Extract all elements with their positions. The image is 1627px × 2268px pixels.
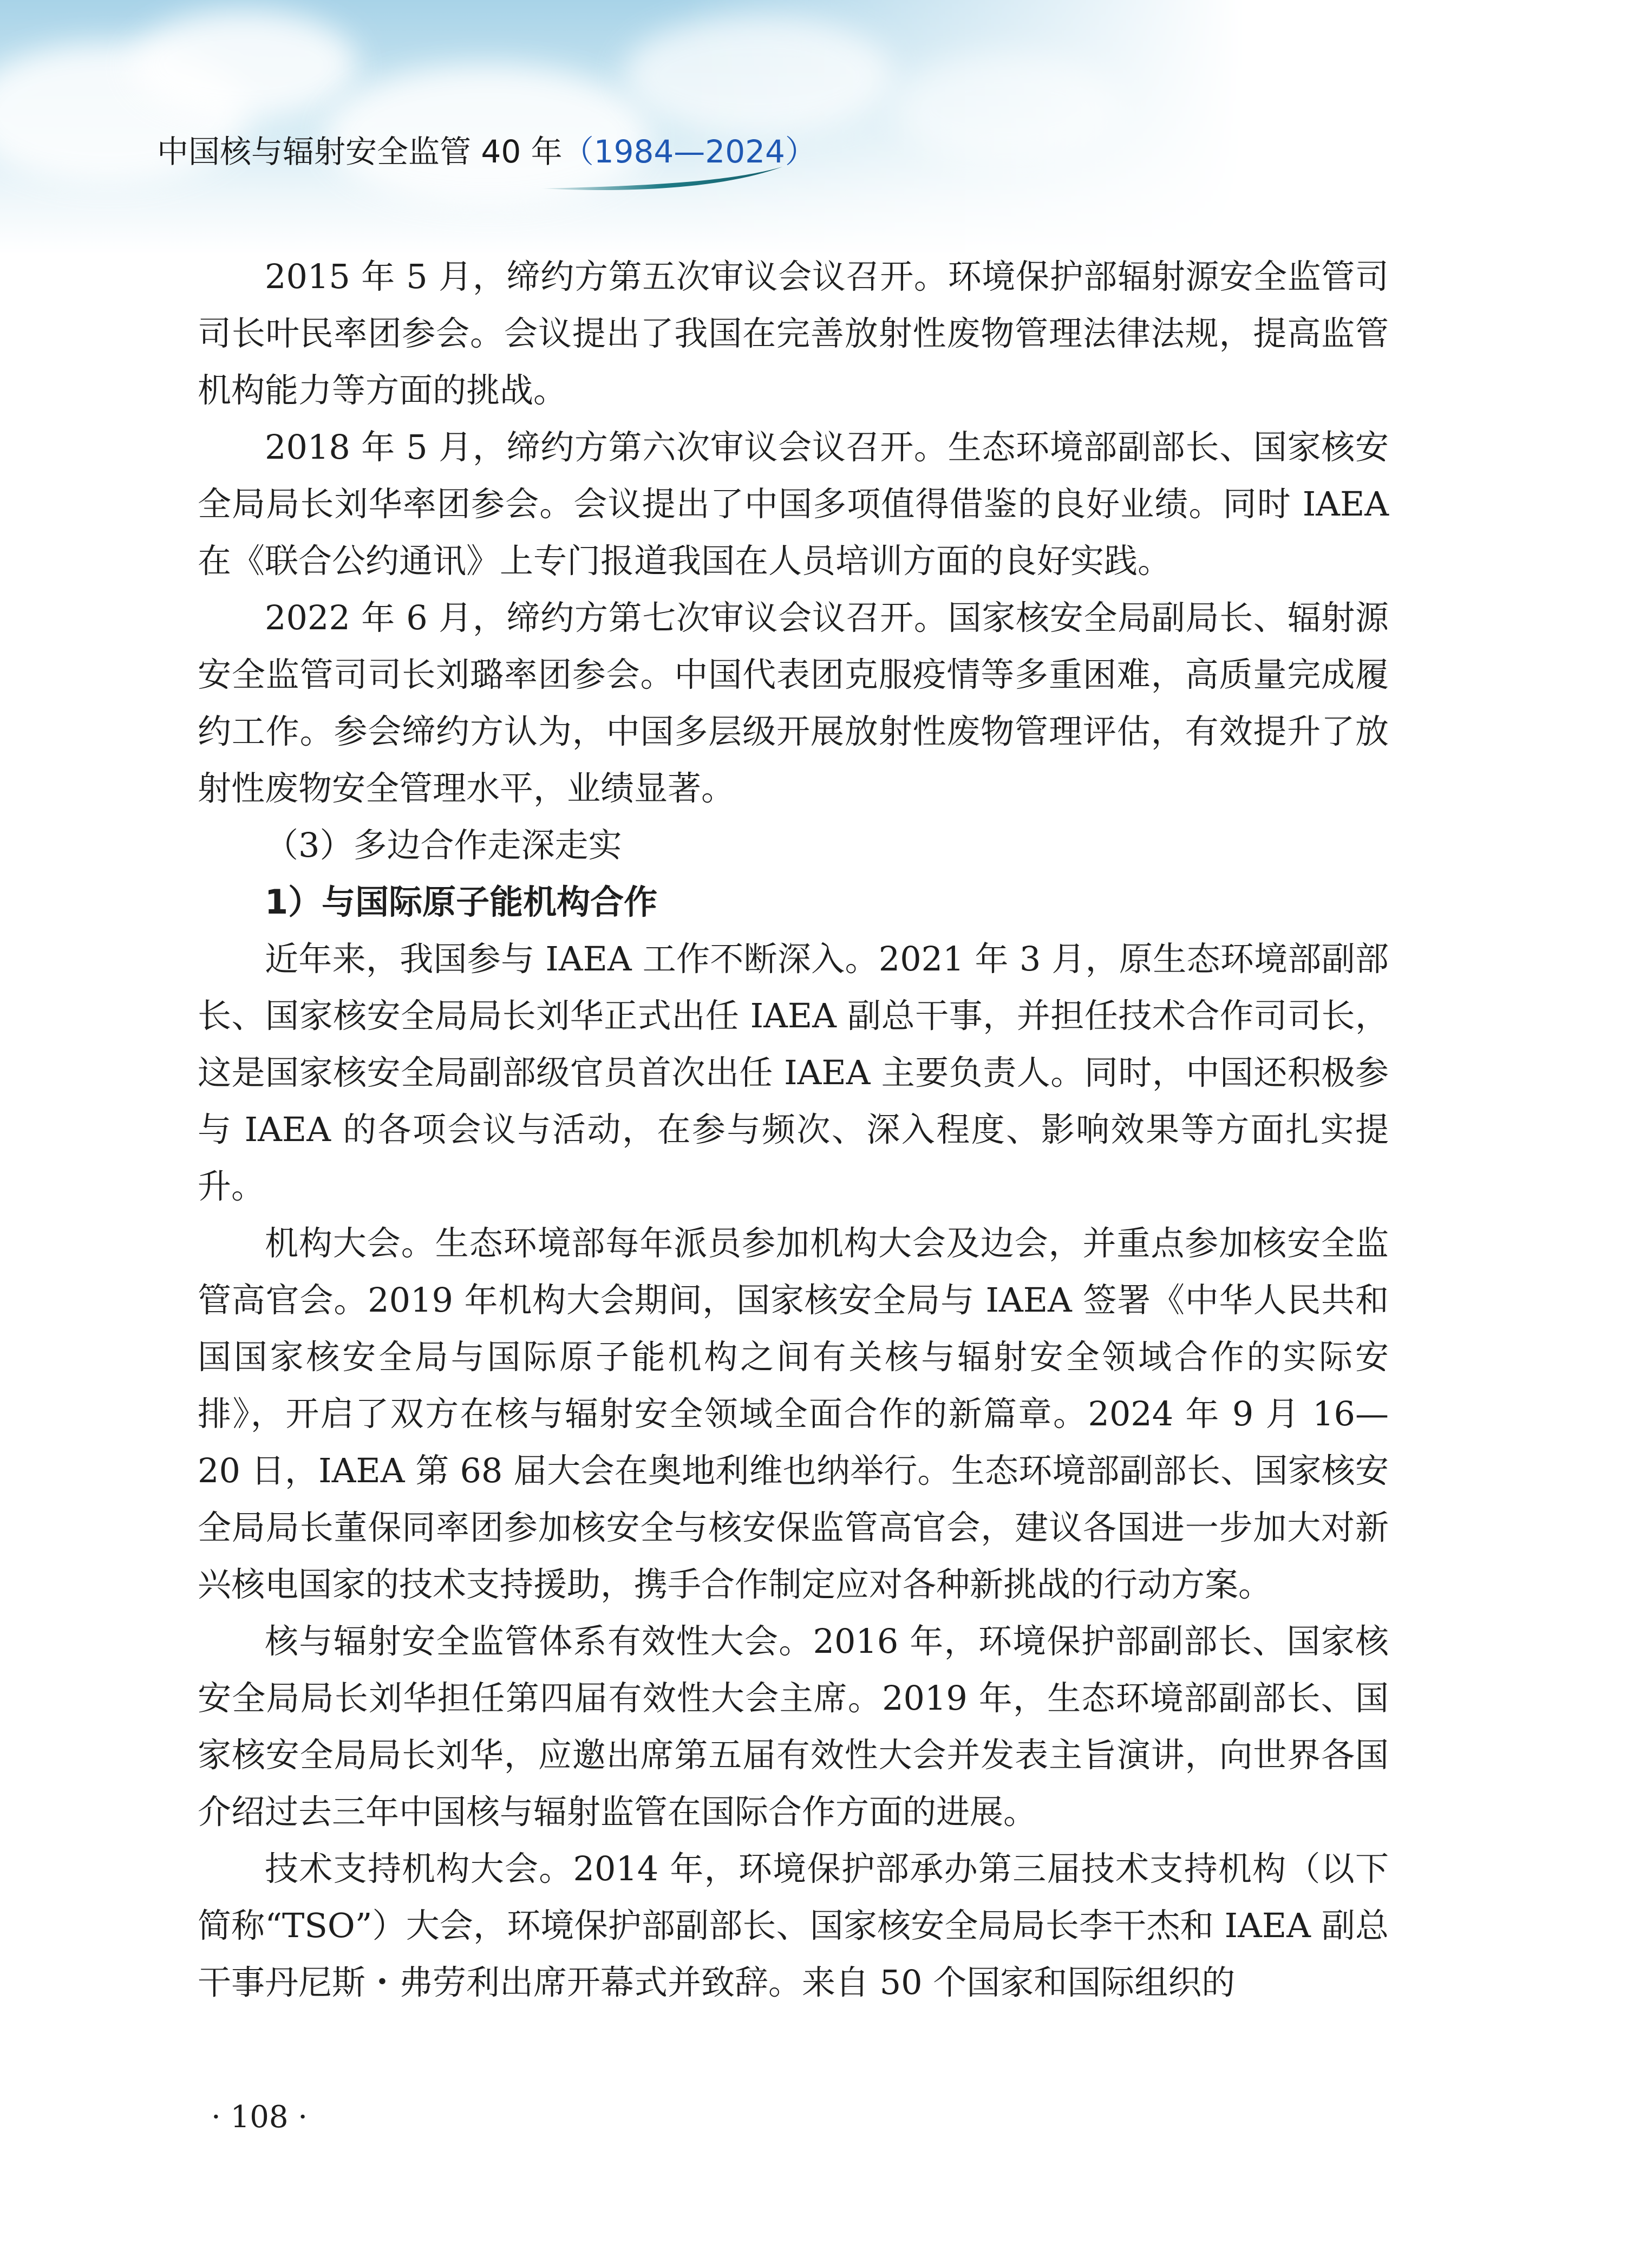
subsection-heading: 1）与国际原子能机构合作 bbox=[265, 882, 658, 922]
header-swoosh-decoration bbox=[541, 157, 785, 200]
paragraph-effectiveness-conference: 核与辐射安全监管体系有效性大会。2016 年，环境保护部副部长、国家核安全局局长刘华担任第四届有效性大会主席。2019 年，生态环境部副部长、国家核安全局局长刘华，应邀出席第五届有效性大会并发表主旨演讲，向世界各国介绍过去三年中国核与辐射监管在国际合作方面的进展。 bbox=[198, 1621, 1389, 1832]
paragraph-tso-conference: 技术支持机构大会。2014 年，环境保护部承办第三届技术支持机构（以下简称“TSO”）大会，环境保护部副部长、国家核安全局局长李干杰和 IAEA 副总干事丹尼斯・弗劳利出席开幕式并致辞。来自 50 个国家和国际组织的 bbox=[198, 1849, 1389, 2002]
book-years: （1984—2024） bbox=[562, 133, 816, 170]
paragraph-iaea-participation: 近年来，我国参与 IAEA 工作不断深入。2021 年 3 月，原生态环境部副部长、国家核安全局局长刘华正式出任 IAEA 副总干事，并担任技术合作司司长，这是国家核安全局副部级官员首次出任 IAEA 主要负责人。同时，中国还积极参与 IAEA 的各项会议与活动，在参与频次、深入程度、影响效果等方面扎实提升。 bbox=[198, 939, 1389, 1206]
section-heading: （3）多边合作走深走实 bbox=[265, 825, 622, 865]
paragraph-2018: 2018 年 5 月，缔约方第六次审议会议召开。生态环境部副部长、国家核安全局局长刘华率团参会。会议提出了中国多项值得借鉴的良好业绩。同时 IAEA 在《联合公约通讯》上专门报道我国在人员培训方面的良好实践。 bbox=[198, 427, 1389, 581]
body-text bbox=[198, 248, 1389, 2011]
page-number: · 108 · bbox=[211, 2100, 308, 2135]
paragraph-2022: 2022 年 6 月，缔约方第七次审议会议召开。国家核安全局副局长、辐射源安全监管司司长刘璐率团参会。中国代表团克服疫情等多重困难，高质量完成履约工作。参会缔约方认为，中国多层级开展放射性废物管理评估，有效提升了放射性废物安全管理水平，业绩显著。 bbox=[198, 598, 1389, 808]
paragraph-general-conference: 机构大会。生态环境部每年派员参加机构大会及边会，并重点参加核安全监管高官会。2019 年机构大会期间，国家核安全局与 IAEA 签署《中华人民共和国国家核安全局与国际原子能机构之间有关核与辐射安全领域合作的实际安排》，开启了双方在核与辐射安全领域全面合作的新篇章。2024 年 9 月 16—20 日，IAEA 第 68 届大会在奥地利维也纳举行。生态环境部副部长、国家核安全局局长董保同率团参加核安全与核安保监管高官会，建议各国进一步加大对新兴核电国家的技术支持援助，携手合作制定应对各种新挑战的行动方案。 bbox=[198, 1223, 1389, 1604]
paragraph-2015: 2015 年 5 月，缔约方第五次审议会议召开。环境保护部辐射源安全监管司司长叶民率团参会。会议提出了我国在完善放射性废物管理法律法规，提高监管机构能力等方面的挑战。 bbox=[198, 257, 1389, 410]
book-title: 中国核与辐射安全监管 40 年 bbox=[157, 133, 563, 170]
